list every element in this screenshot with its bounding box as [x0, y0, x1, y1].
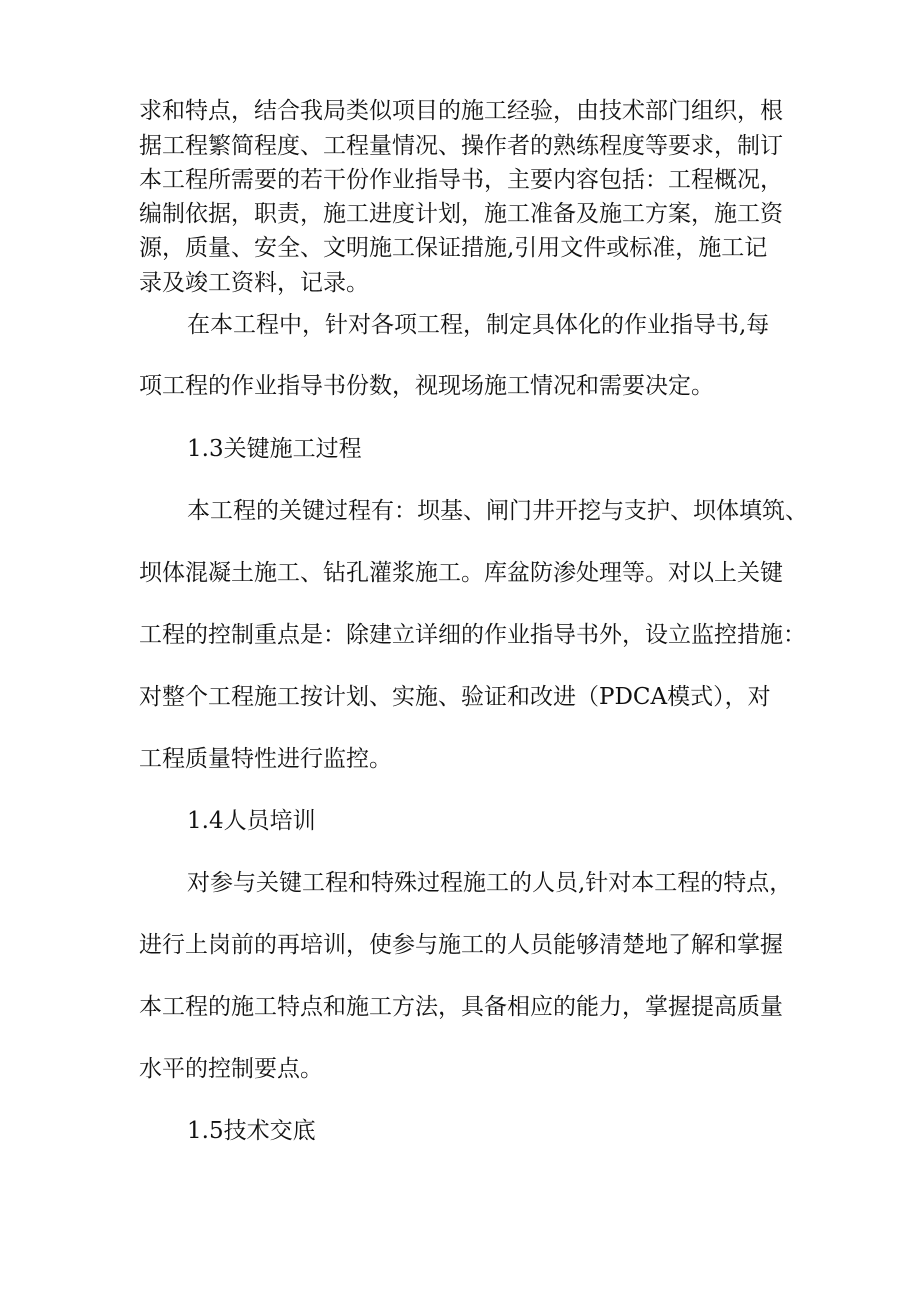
paragraph-line: 坝体混凝土施工、钻孔灌浆施工。库盆防渗处理等。对以上关键 [139, 560, 783, 586]
paragraph-line: 编制依据，职责，施工进度计划，施工准备及施工方案，施工资 [139, 201, 783, 227]
paragraph-line: 项工程的作业指导书份数，视现场施工情况和需要决定。 [139, 373, 714, 399]
paragraph-line: 本工程所需要的若干份作业指导书，主要内容包括：工程概况， [139, 167, 783, 193]
section-heading-1-3: 1.3关键施工过程 [187, 436, 362, 462]
paragraph-line: 进行上岗前的再培训，使参与施工的人员能够清楚地了解和掌握 [139, 932, 783, 958]
paragraph-line: 求和特点，结合我局类似项目的施工经验，由技术部门组织，根 [139, 98, 783, 124]
paragraph-line: 据工程繁简程度、工程量情况、操作者的熟练程度等要求，制订 [139, 133, 783, 159]
paragraph-line: 录及竣工资料，记录。 [139, 270, 369, 296]
paragraph-line: 水平的控制要点。 [139, 1056, 323, 1082]
paragraph-line: 本工程的施工特点和施工方法，具备相应的能力，掌握提高质量 [139, 994, 783, 1020]
paragraph-line: 在本工程中，针对各项工程，制定具体化的作业指导书,每 [187, 312, 770, 338]
paragraph-line: 源，质量、安全、文明施工保证措施,引用文件或标准，施工记 [139, 235, 768, 261]
paragraph-line: 对参与关键工程和特殊过程施工的人员,针对本工程的特点， [187, 870, 793, 896]
paragraph-line: 本工程的关键过程有：坝基、闸门井开挖与支护、坝体填筑、 [187, 498, 808, 524]
section-heading-1-5: 1.5技术交底 [187, 1118, 316, 1144]
section-heading-1-4: 1.4人员培训 [187, 808, 316, 834]
paragraph-line: 对整个工程施工按计划、实施、验证和改进（PDCA模式），对 [139, 684, 771, 710]
paragraph-line: 工程质量特性进行监控。 [139, 746, 392, 772]
paragraph-line: 工程的控制重点是：除建立详细的作业指导书外，设立监控措施： [139, 622, 806, 648]
